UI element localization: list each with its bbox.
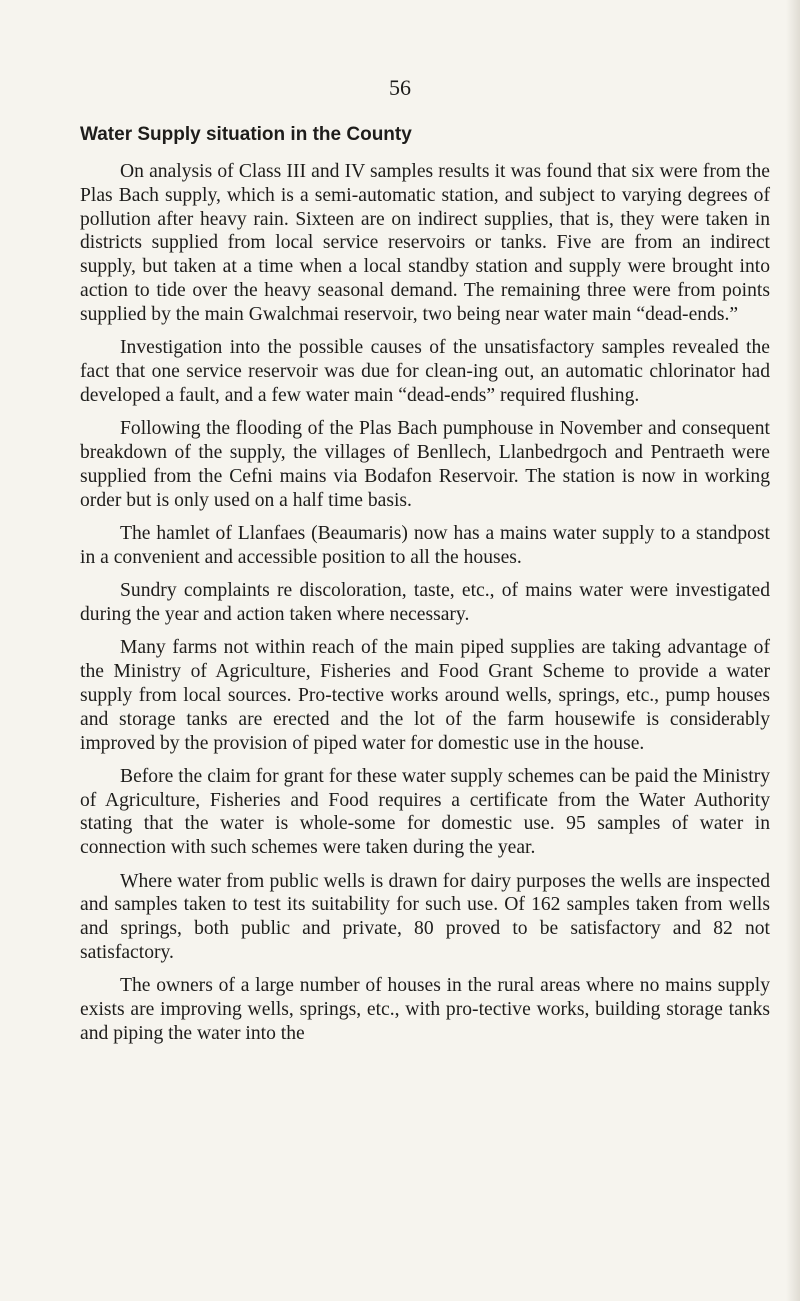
section-heading: Water Supply situation in the County xyxy=(80,124,412,145)
page-edge-shadow xyxy=(786,0,800,1301)
paragraph-investigation: Investigation into the possible causes of the unsatisfactory samples revealed the fact that one service reservoir was due for clean-ing out, an automatic chlorinator had developed a fault, and a few water main “dead-ends” required flushing. xyxy=(80,337,770,406)
page-number: 56 xyxy=(389,75,411,100)
paragraph-complaints: Sundry complaints re discoloration, taste, etc., of mains water were investigated during the year and action taken where necessary. xyxy=(80,580,770,625)
paragraph-class-samples: On analysis of Class III and IV samples results it was found that six were from the Plas Bach supply, which is a semi-automatic station, and subject to varying degrees of pollution after heavy rain. Sixteen are on indirect supplies, that is, they were taken in districts supplied from local service reservoirs or tanks. Five are from an indirect supply, but taken at a time when a local standby station and supply were brought into action to tide over the heavy seasonal demand. The remaining three were from points supplied by the main Gwalchmai reservoir, two being near water main “dead-ends.” xyxy=(80,161,770,325)
paragraph-llanfaes: The hamlet of Llanfaes (Beaumaris) now has a mains water supply to a standpost in a convenient and accessible position to all the houses. xyxy=(80,522,770,568)
paragraph-public-wells: Where water from public wells is drawn for dairy purposes the wells are inspected and samples taken to test its suitability for such use. Of 162 samples taken from wells and springs, both public and private, 80 proved to be satisfactory and 82 not satisfactory. xyxy=(80,870,770,964)
paragraph-flooding: Following the flooding of the Plas Bach pumphouse in November and consequent breakdown of the supply, the villages of Benllech, Llanbedrgoch and Pentraeth were supplied from the Cefni mains via Bodafon Reservoir. The station is now in working order but is only used on a half time basis. xyxy=(80,418,770,511)
paragraph-farms: Many farms not within reach of the main piped supplies are taking advantage of the Ministry of Agriculture, Fisheries and Food Grant Scheme to provide a water supply from local sources. Pro-tective works around wells, springs, etc., pump houses and storage tanks are erected and the lot of the farm housewife is considerably improved by the provision of piped water for domestic use in the house. xyxy=(80,637,770,754)
paragraph-grant-claim: Before the claim for grant for these water supply schemes can be paid the Ministry of Agriculture, Fisheries and Food requires a certificate from the Water Authority stating that the water is whole-some for domestic use. 95 samples of water in connection with such schemes were taken during the year. xyxy=(80,765,770,859)
paragraph-rural-owners: The owners of a large number of houses in the rural areas where no mains supply exists are improving wells, springs, etc., with pro-tective works, building storage tanks and piping the water into the xyxy=(80,975,770,1045)
body-text xyxy=(80,160,770,1055)
